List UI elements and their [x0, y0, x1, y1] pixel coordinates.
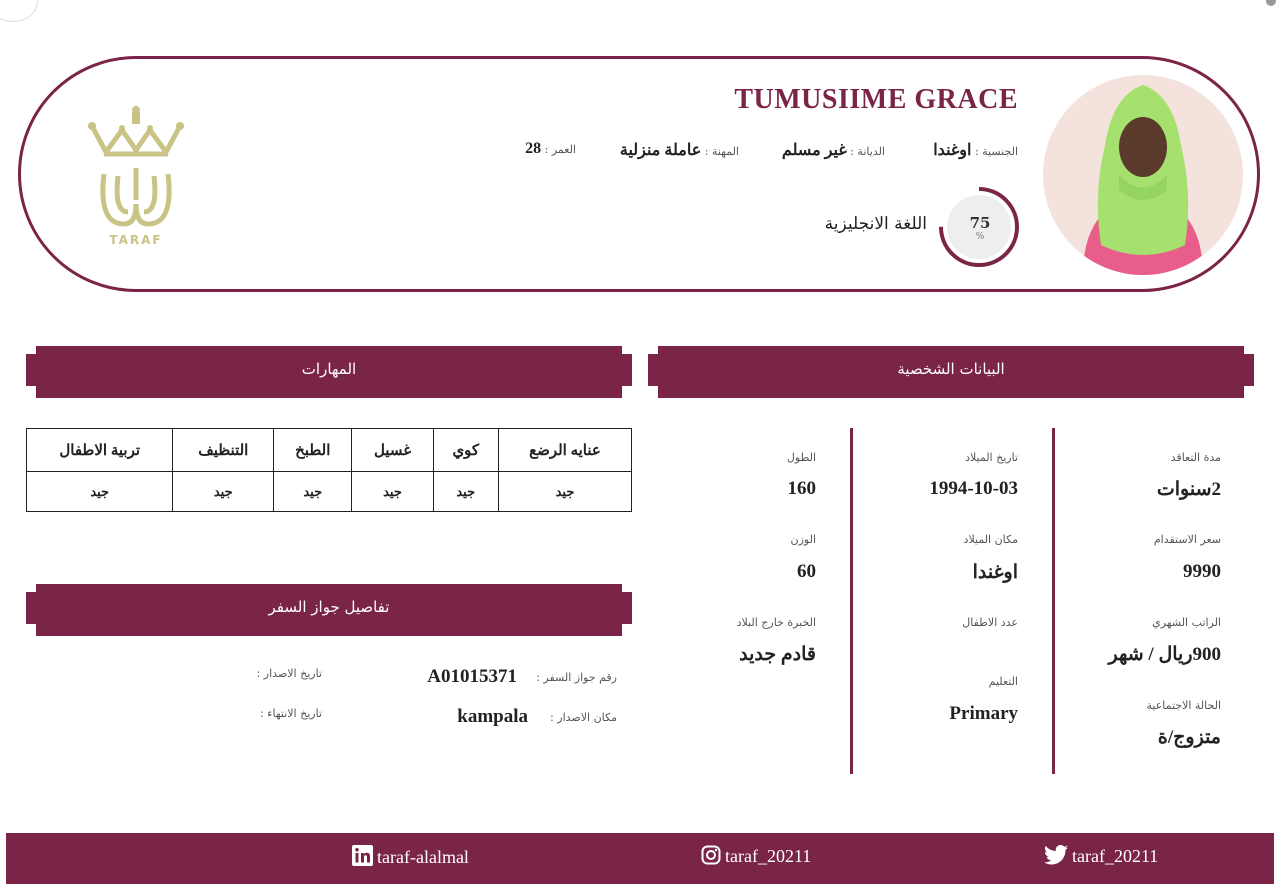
- personal-title: البيانات الشخصية: [897, 360, 1005, 378]
- decorative-circle: [0, 0, 38, 22]
- contract-value: 2سنوات: [1156, 479, 1221, 500]
- salary-value: 900ريال / شهر: [1108, 644, 1221, 665]
- linkedin-handle: taraf-alalmal: [377, 847, 469, 867]
- salary-label: الراتب الشهري: [1152, 616, 1221, 629]
- personal-banner: [648, 346, 1254, 398]
- cost-label: سعر الاستقدام: [1153, 533, 1221, 546]
- language-unit: %: [975, 232, 985, 242]
- twitter-link[interactable]: [1044, 845, 1158, 867]
- skill-value: جيد: [27, 472, 173, 512]
- religion-field: [782, 140, 885, 160]
- skills-value-row: [27, 472, 632, 512]
- religion-value: غير مسلم: [781, 142, 847, 159]
- skills-title: المهارات: [301, 360, 357, 378]
- twitter-handle: taraf_20211: [1072, 846, 1159, 866]
- twitter-icon: [1044, 845, 1068, 865]
- expiry-date-label: تاريخ الانتهاء :: [260, 707, 322, 720]
- instagram-handle: taraf_20211: [725, 846, 812, 866]
- dob-label: تاريخ الميلاد: [965, 451, 1018, 464]
- age-label: العمر :: [544, 143, 576, 156]
- passport-number-value: A01015371: [427, 666, 517, 687]
- age-value: 28: [525, 140, 542, 157]
- passport-banner: [26, 584, 632, 636]
- issue-place-label: مكان الاصدار :: [550, 711, 617, 724]
- skill-value: جيد: [274, 472, 352, 512]
- skill-value: جيد: [433, 472, 498, 512]
- marital-label: الحالة الاجتماعية: [1146, 699, 1221, 712]
- cost-value: 9990: [1183, 561, 1221, 582]
- nationality-label: الجنسية :: [974, 145, 1018, 158]
- language-label: اللغة الانجليزية: [824, 214, 927, 234]
- profession-label: المهنة :: [704, 145, 739, 158]
- passport-number-label: رقم جواز السفر :: [536, 671, 617, 684]
- birthplace-value: اوغندا: [972, 562, 1018, 583]
- issue-place-value: kampala: [457, 706, 528, 727]
- taraf-logo: [84, 104, 188, 248]
- column-divider: [1052, 428, 1055, 774]
- skill-value: جيد: [498, 472, 631, 512]
- skill-header: كوي: [433, 429, 498, 472]
- experience-value: قادم جديد: [739, 644, 816, 665]
- dob-value: 1994-10-03: [929, 478, 1018, 499]
- issue-date-label: تاريخ الاصدار :: [256, 667, 322, 680]
- skill-value: جيد: [173, 472, 274, 512]
- scrollbar-thumb[interactable]: [1266, 0, 1276, 6]
- height-value: 160: [787, 478, 816, 499]
- skill-header: غسيل: [352, 429, 433, 472]
- birthplace-label: مكان الميلاد: [963, 533, 1018, 546]
- skill-header: الطبخ: [274, 429, 352, 472]
- profession-value: عاملة منزلية: [619, 142, 702, 159]
- education-label: التعليم: [988, 675, 1018, 688]
- height-label: الطول: [786, 451, 816, 464]
- religion-label: الديانة :: [850, 145, 885, 158]
- instagram-link[interactable]: [701, 845, 811, 867]
- linkedin-icon: [352, 845, 373, 866]
- skill-header: عنايه الرضع: [498, 429, 631, 472]
- candidate-name: TUMUSIIME GRACE: [734, 84, 1018, 115]
- profile-photo: [1043, 75, 1243, 275]
- weight-label: الوزن: [790, 533, 816, 546]
- skill-header: التنظيف: [173, 429, 274, 472]
- language-score: 75: [969, 214, 991, 232]
- passport-title: تفاصيل جواز السفر: [268, 598, 390, 616]
- svg-text:TARAF: TARAF: [109, 233, 163, 247]
- column-divider: [850, 428, 853, 774]
- nationality-value: اوغندا: [933, 142, 972, 159]
- profession-field: [620, 140, 739, 160]
- linkedin-link[interactable]: [352, 845, 469, 868]
- skills-table: [26, 428, 632, 512]
- contract-label: مدة التعاقد: [1170, 451, 1221, 464]
- marital-value: متزوج/ة: [1157, 727, 1221, 748]
- skills-banner: [26, 346, 632, 398]
- age-field: [525, 140, 576, 158]
- children-label: عدد الاطفال: [962, 616, 1018, 629]
- skills-header-row: [27, 429, 632, 472]
- education-value: Primary: [949, 703, 1018, 724]
- skill-header: تربية الاطفال: [27, 429, 173, 472]
- experience-label: الخبرة خارج البلاد: [736, 616, 816, 629]
- nationality-field: [933, 140, 1018, 160]
- instagram-icon: [701, 845, 721, 865]
- weight-value: 60: [797, 561, 816, 582]
- skill-value: جيد: [352, 472, 433, 512]
